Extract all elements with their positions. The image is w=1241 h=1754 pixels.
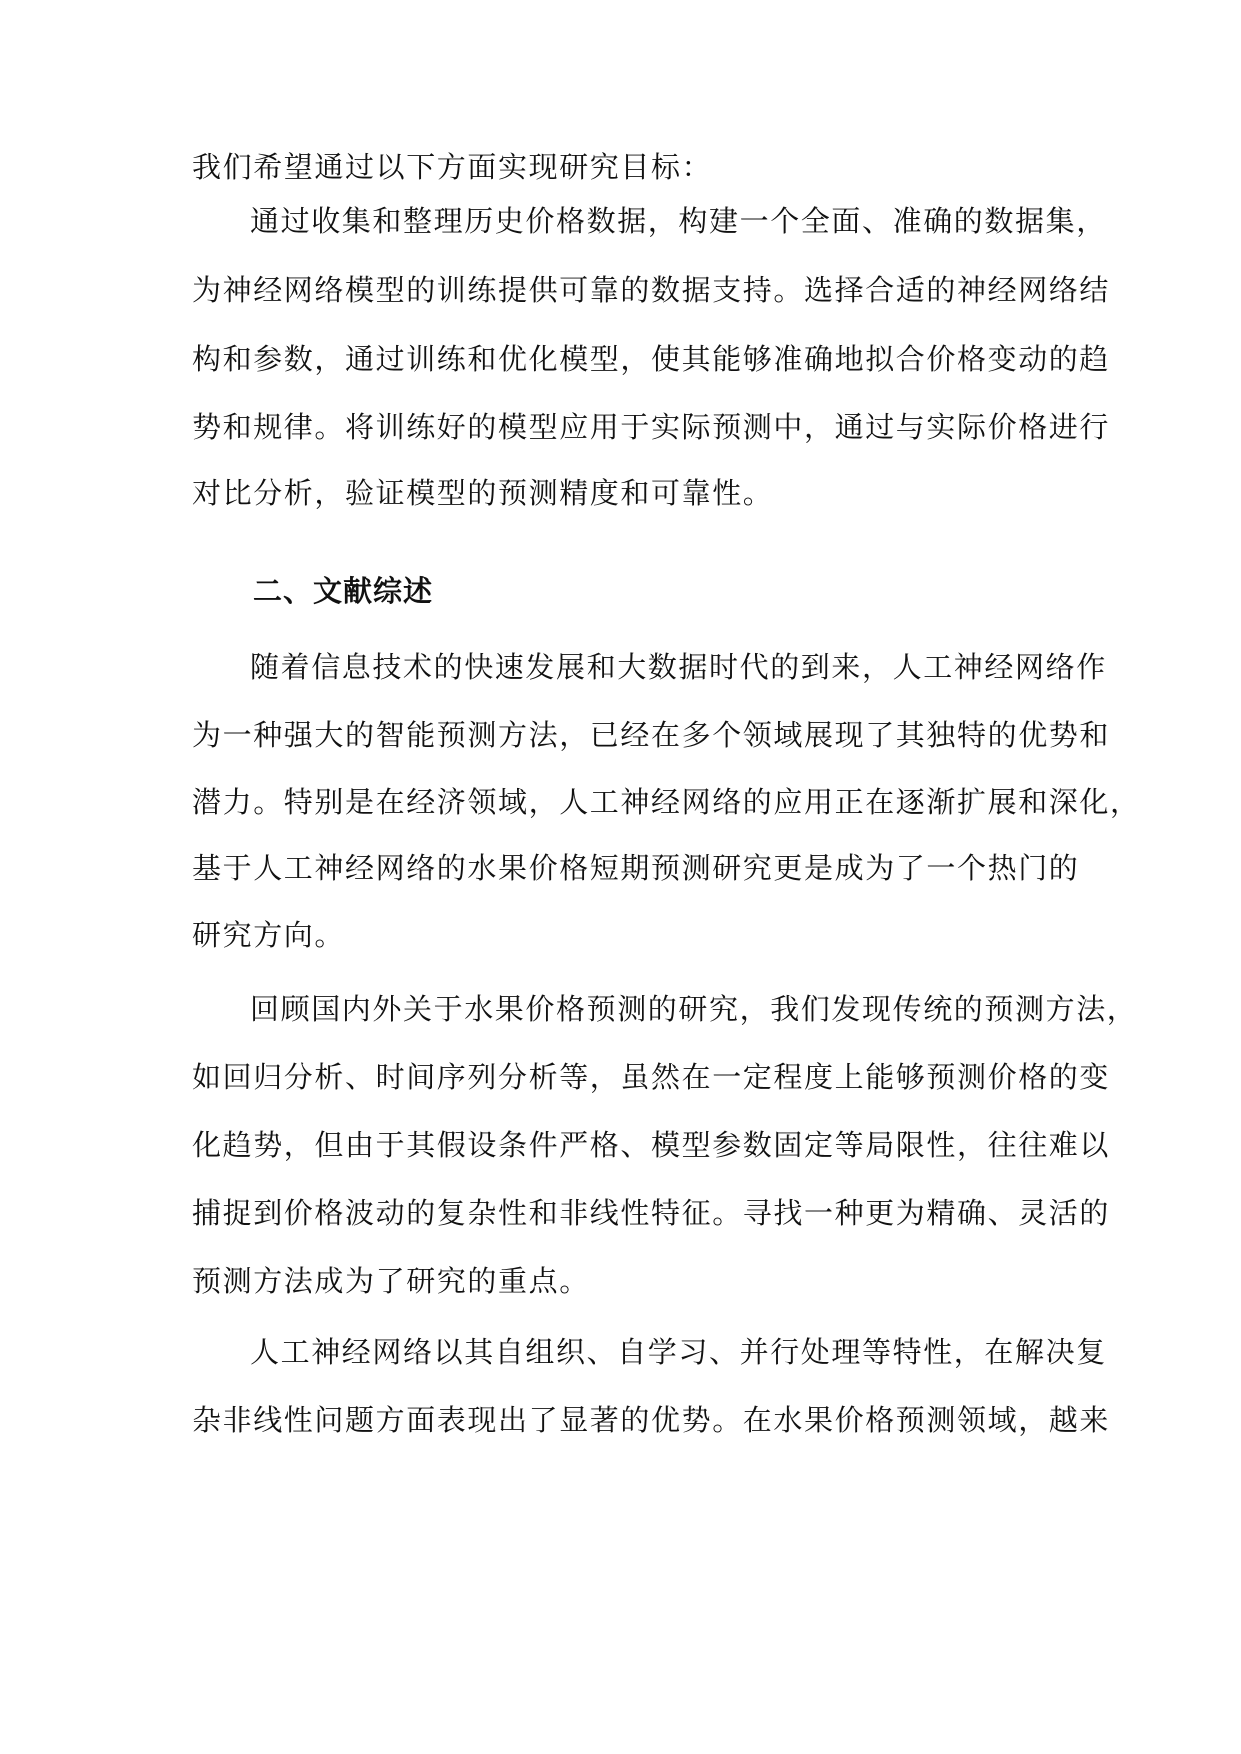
paragraph-2-line: 随着信息技术的快速发展和大数据时代的到来，人工神经网络作 <box>250 650 1107 684</box>
paragraph-3-line: 如回归分析、时间序列分析等，虽然在一定程度上能够预测价格的变 <box>192 1060 1111 1094</box>
paragraph-1-line: 势和规律。将训练好的模型应用于实际预测中，通过与实际价格进行 <box>192 410 1111 444</box>
paragraph-3-line: 捕捉到价格波动的复杂性和非线性特征。寻找一种更为精确、灵活的 <box>192 1196 1111 1230</box>
paragraph-2-line: 基于人工神经网络的水果价格短期预测研究更是成为了一个热门的 <box>192 851 1080 885</box>
section-heading: 二、文献综述 <box>253 574 434 608</box>
intro-line: 我们希望通过以下方面实现研究目标： <box>192 150 713 184</box>
paragraph-2-line: 潜力。特别是在经济领域，人工神经网络的应用正在逐渐扩展和深化， <box>192 785 1141 819</box>
paragraph-1-line: 通过收集和整理历史价格数据，构建一个全面、准确的数据集， <box>250 204 1107 238</box>
paragraph-3-line: 预测方法成为了研究的重点。 <box>192 1264 590 1298</box>
paragraph-2-line: 研究方向。 <box>192 918 346 952</box>
paragraph-1-line: 构和参数，通过训练和优化模型，使其能够准确地拟合价格变动的趋 <box>192 342 1111 376</box>
paragraph-1-line: 为神经网络模型的训练提供可靠的数据支持。选择合适的神经网络结 <box>192 273 1111 307</box>
paragraph-1-line: 对比分析，验证模型的预测精度和可靠性。 <box>192 476 774 510</box>
paragraph-4-line: 杂非线性问题方面表现出了显著的优势。在水果价格预测领域，越来 <box>192 1403 1111 1437</box>
paragraph-2-line: 为一种强大的智能预测方法，已经在多个领域展现了其独特的优势和 <box>192 718 1111 752</box>
paragraph-4-line: 人工神经网络以其自组织、自学习、并行处理等特性，在解决复 <box>250 1335 1107 1369</box>
paragraph-3-line: 化趋势，但由于其假设条件严格、模型参数固定等局限性，往往难以 <box>192 1128 1111 1162</box>
paragraph-3-line: 回顾国内外关于水果价格预测的研究，我们发现传统的预测方法， <box>250 992 1138 1026</box>
